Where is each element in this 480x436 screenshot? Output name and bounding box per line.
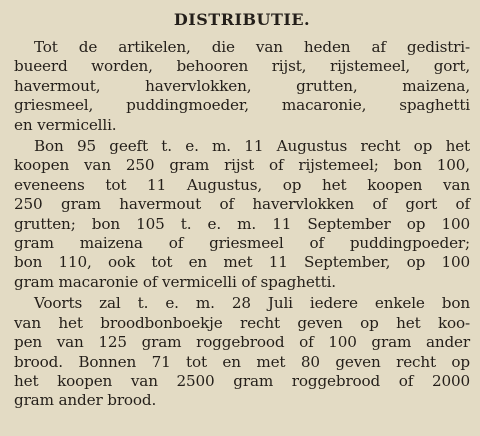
text-line: het koopen van 2500 gram roggebrood of 2000 (14, 371, 470, 390)
text-line: eveneens tot 11 Augustus, op het koopen van (14, 175, 470, 194)
text-line: Tot de artikelen, die van heden af gedistri- (34, 38, 470, 56)
text-line: gram ander brood. (14, 391, 157, 410)
text-line: gram maizena of griesmeel of puddingpoeder; (14, 234, 470, 253)
text-line: bueerd worden, behooren rijst, rijstemeel, gort, (14, 57, 470, 76)
text-line: griesmeel, puddingmoeder, macaronie, spaghetti (14, 96, 470, 115)
text-line: gram macaronie of vermicelli of spaghetti. (14, 272, 336, 291)
text-line: Bon 95 geeft t. e. m. 11 Augustus recht op het (34, 137, 470, 156)
text-line: grutten; bon 105 t. e. m. 11 September op 100 (14, 214, 470, 233)
paragraph-articles (14, 38, 470, 135)
text-line: havermout, havervlokken, grutten, maizena, (14, 76, 470, 95)
paragraph-bons (14, 137, 470, 292)
text-line: 250 gram havermout of havervlokken of gort of (14, 195, 470, 214)
text-line: en vermicelli. (14, 115, 117, 134)
text-line: pen van 125 gram roggebrood of 100 gram ander (14, 333, 470, 352)
text-line: bon 110, ook tot en met 11 September, op 100 (14, 253, 470, 272)
text-line: koopen van 250 gram rijst of rijstemeel; bon 100, (14, 156, 470, 175)
paragraph-brood (14, 294, 470, 410)
article-title: DISTRIBUTIE. (173, 10, 311, 29)
text-line: van het broodbonboekje recht geven op het koo- (14, 313, 470, 332)
text-line: Voorts zal t. e. m. 28 Juli iedere enkele bon (34, 294, 470, 313)
text-line: brood. Bonnen 71 tot en met 80 geven recht op (14, 352, 470, 371)
